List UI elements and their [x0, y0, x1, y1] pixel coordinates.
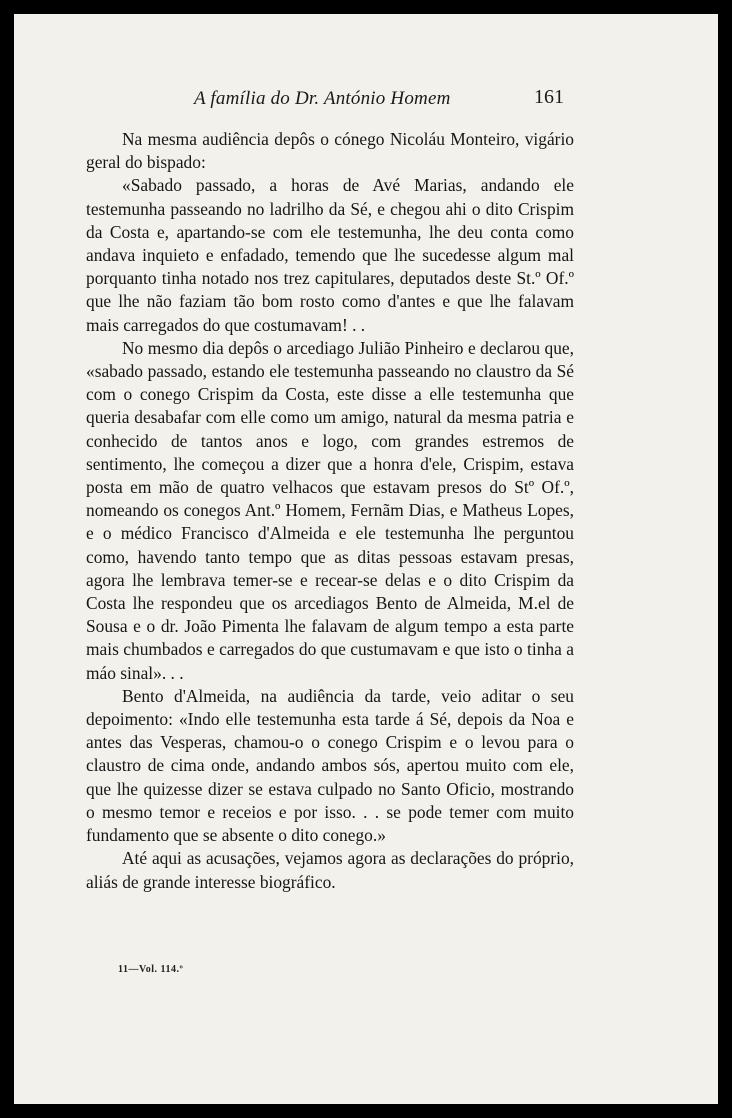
- paragraph-3: No mesmo dia depôs o arcediago Julião Pinheiro e declarou que, «sabado passado, estando ele testemunha passeando no claustro da Sé com o conego Crispim da Costa, este disse a elle testemunha que queria desabafar com elle como um amigo, natural da mesma patria e conhecido de tantos anos e logo, com grandes estremos de sentimento, lhe começou a dizer que a honra d'ele, Crispim, estava posta em mão de quatro velhacos que estavam presos do Stº Of.º, nomeando os conegos Ant.º Homem, Fernãm Dias, e Matheus Lopes, e o médico Francisco d'Almeida e ele testemunha lhe perguntou como, havendo tanto tempo que as ditas pessoas estavam presas, agora lhe lembrava temer-se e recear-se delas e o dito Crispim da Costa lhe respondeu que os arcediagos Bento de Almeida, M.el de Sousa e o dr. João Pimenta lhe falavam de algum tempo a esta parte mais chumbados e carregados do que custumavam e que isto o tinha a máo sinal». . .: [86, 337, 574, 683]
- body-text: [86, 128, 574, 894]
- paragraph-5: Até aqui as acusações, vejamos agora as declarações do próprio, aliás de grande interesse biográfico.: [86, 848, 574, 892]
- paragraph-4: Bento d'Almeida, na audiência da tarde, veio aditar o seu depoimento: «Indo elle testemunha esta tarde á Sé, depois da Noa e antes das Vesperas, chamou-o o conego Crispim e o levou para o claustro de cima onde, andando ambos sós, apertou muito com ele, que lhe quizesse dizer se estava culpado no Santo Oficio, mostrando o mesmo temor e receios e por isso. . . se pode temer com muito fundamento que se absente o dito conego.»: [86, 685, 574, 846]
- printer-signature: 11—Vol. 114.º: [118, 964, 184, 975]
- running-title: A família do Dr. António Homem: [194, 88, 451, 109]
- page: [14, 14, 718, 1104]
- page-number: 161: [534, 86, 564, 108]
- paragraph-2: «Sabado passado, a horas de Avé Marias, andando ele testemunha passeando no ladrilho da Sé, e chegou ahi o dito Crispim da Costa e, apartando-se com ele testemunha, lhe deu conta como andava inquieto e enfadado, temendo que lhe sucedesse algum mal porquanto tinha notado nos trez capitulares, deputados deste St.º Of.º que lhe não faziam tão bom rosto como d'antes e que lhe falavam mais carregados do que costumavam! . .: [86, 175, 574, 335]
- paragraph-1: Na mesma audiência depôs o cónego Nicoláu Monteiro, vigário geral do bispado:: [86, 129, 574, 173]
- page-header: [14, 74, 718, 114]
